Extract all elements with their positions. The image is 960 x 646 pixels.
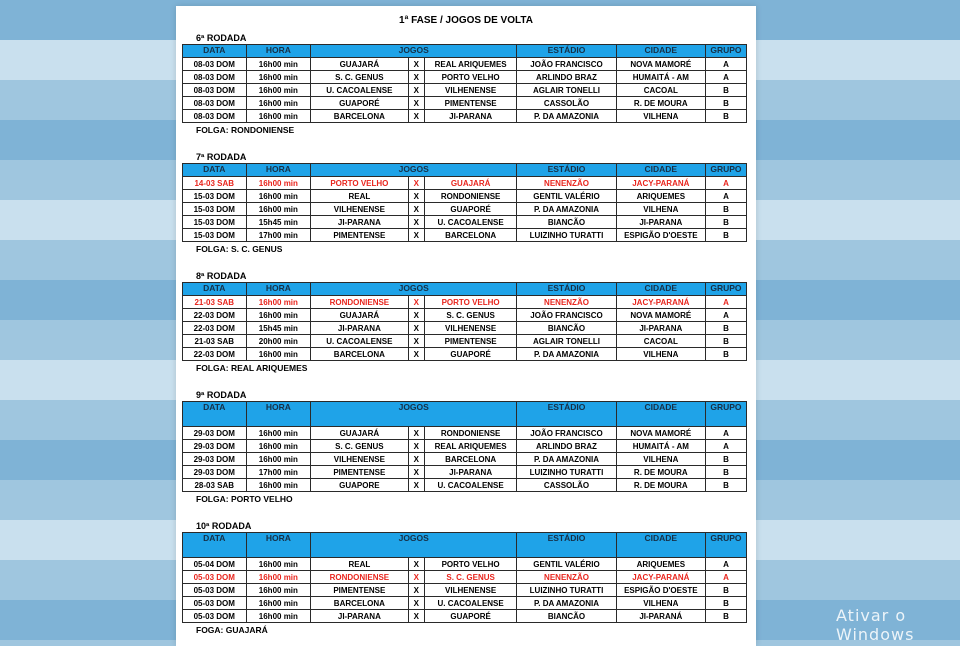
cell-home: S. C. GENUS: [311, 71, 408, 84]
header-group: GRUPO: [705, 164, 746, 177]
table-row: [183, 296, 747, 309]
cell-time: 16h00 min: [246, 584, 311, 597]
cell-away: VILHENENSE: [424, 84, 516, 97]
header-group: GRUPO: [705, 45, 746, 58]
cell-city: HUMAITÁ - AM: [616, 71, 705, 84]
header-group: GRUPO: [705, 283, 746, 296]
cell-date: 05-04 DOM: [183, 558, 247, 571]
cell-home: REAL: [311, 558, 408, 571]
cell-city: VILHENA: [616, 203, 705, 216]
cell-group: B: [705, 110, 746, 123]
cell-x: X: [408, 479, 424, 492]
cell-away: VILHENENSE: [424, 584, 516, 597]
cell-home: BARCELONA: [311, 348, 408, 361]
table-row: [183, 466, 747, 479]
cell-away: REAL ARIQUEMES: [424, 440, 516, 453]
cell-x: X: [408, 97, 424, 110]
cell-city: CACOAL: [616, 335, 705, 348]
cell-away: PORTO VELHO: [424, 296, 516, 309]
cell-away: GUAPORÉ: [424, 348, 516, 361]
cell-away: U. CACOALENSE: [424, 216, 516, 229]
header-group: GRUPO: [705, 533, 746, 558]
cell-home: JI-PARANA: [311, 216, 408, 229]
table-row: [183, 440, 747, 453]
table-row: [183, 597, 747, 610]
cell-stadium: NENENZÃO: [517, 296, 616, 309]
cell-time: 16h00 min: [246, 71, 311, 84]
cell-away: JI-PARANA: [424, 466, 516, 479]
cell-home: GUAPORÉ: [311, 97, 408, 110]
cell-time: 16h00 min: [246, 427, 311, 440]
cell-home: U. CACOALENSE: [311, 335, 408, 348]
round-section: [182, 389, 747, 505]
cell-away: S. C. GENUS: [424, 309, 516, 322]
cell-away: U. CACOALENSE: [424, 479, 516, 492]
cell-x: X: [408, 558, 424, 571]
cell-city: NOVA MAMORÉ: [616, 58, 705, 71]
cell-x: X: [408, 309, 424, 322]
cell-time: 16h00 min: [246, 610, 311, 623]
cell-x: X: [408, 322, 424, 335]
cell-home: BARCELONA: [311, 110, 408, 123]
cell-stadium: ARLINDO BRAZ: [517, 440, 616, 453]
header-time: HORA: [246, 402, 311, 427]
cell-date: 29-03 DOM: [183, 466, 247, 479]
cell-stadium: JOÃO FRANCISCO: [517, 309, 616, 322]
cell-date: 08-03 DOM: [183, 84, 247, 97]
table-row: [183, 71, 747, 84]
header-date: DATA: [183, 402, 247, 427]
round-title: 10ª RODADA: [196, 521, 252, 531]
table-row: [183, 177, 747, 190]
cell-stadium: P. DA AMAZONIA: [517, 597, 616, 610]
cell-group: B: [705, 584, 746, 597]
cell-home: RONDONIENSE: [311, 571, 408, 584]
cell-away: GUAPORÉ: [424, 610, 516, 623]
cell-stadium: GENTIL VALÉRIO: [517, 558, 616, 571]
cell-home: GUAJARÁ: [311, 309, 408, 322]
cell-city: NOVA MAMORÉ: [616, 309, 705, 322]
cell-home: VILHENENSE: [311, 203, 408, 216]
cell-group: A: [705, 177, 746, 190]
cell-city: JI-PARANA: [616, 216, 705, 229]
cell-x: X: [408, 427, 424, 440]
table-row: [183, 571, 747, 584]
cell-time: 16h00 min: [246, 558, 311, 571]
matches-table: [182, 532, 747, 623]
cell-home: RONDONIENSE: [311, 296, 408, 309]
cell-time: 16h00 min: [246, 84, 311, 97]
cell-away: U. CACOALENSE: [424, 597, 516, 610]
cell-away: BARCELONA: [424, 229, 516, 242]
table-row: [183, 322, 747, 335]
header-games: JOGOS: [311, 283, 517, 296]
cell-time: 16h00 min: [246, 597, 311, 610]
cell-time: 16h00 min: [246, 571, 311, 584]
cell-group: B: [705, 203, 746, 216]
cell-group: B: [705, 610, 746, 623]
round-section: [182, 151, 747, 255]
header-games: JOGOS: [311, 533, 517, 558]
cell-home: PIMENTENSE: [311, 584, 408, 597]
cell-city: CACOAL: [616, 84, 705, 97]
cell-date: 15-03 DOM: [183, 203, 247, 216]
cell-date: 29-03 DOM: [183, 427, 247, 440]
cell-x: X: [408, 453, 424, 466]
cell-away: JI-PARANA: [424, 110, 516, 123]
cell-stadium: CASSOLÃO: [517, 97, 616, 110]
cell-home: GUAJARÁ: [311, 58, 408, 71]
cell-time: 20h00 min: [246, 335, 311, 348]
header-city: CIDADE: [616, 164, 705, 177]
cell-time: 16h00 min: [246, 479, 311, 492]
table-row: [183, 203, 747, 216]
cell-group: B: [705, 597, 746, 610]
cell-time: 16h00 min: [246, 440, 311, 453]
cell-home: BARCELONA: [311, 597, 408, 610]
cell-date: 08-03 DOM: [183, 58, 247, 71]
cell-date: 05-03 DOM: [183, 610, 247, 623]
cell-city: HUMAITÁ - AM: [616, 440, 705, 453]
cell-time: 17h00 min: [246, 466, 311, 479]
matches-table: [182, 401, 747, 492]
cell-date: 15-03 DOM: [183, 190, 247, 203]
cell-away: REAL ARIQUEMES: [424, 58, 516, 71]
table-row: [183, 309, 747, 322]
cell-city: VILHENA: [616, 453, 705, 466]
cell-away: PIMENTENSE: [424, 335, 516, 348]
cell-city: ESPIGÃO D'OESTE: [616, 584, 705, 597]
cell-stadium: P. DA AMAZONIA: [517, 110, 616, 123]
cell-stadium: LUIZINHO TURATTI: [517, 584, 616, 597]
cell-away: GUAPORÉ: [424, 203, 516, 216]
cell-stadium: NENENZÃO: [517, 571, 616, 584]
cell-city: R. DE MOURA: [616, 97, 705, 110]
table-row: [183, 216, 747, 229]
header-games: JOGOS: [311, 402, 517, 427]
cell-city: JACY-PARANÁ: [616, 177, 705, 190]
table-row: [183, 479, 747, 492]
cell-city: NOVA MAMORÉ: [616, 427, 705, 440]
table-row: [183, 558, 747, 571]
round-section: [182, 32, 747, 136]
table-row: [183, 427, 747, 440]
cell-x: X: [408, 177, 424, 190]
cell-stadium: AGLAIR TONELLI: [517, 84, 616, 97]
cell-date: 05-03 DOM: [183, 584, 247, 597]
cell-group: B: [705, 216, 746, 229]
cell-time: 17h00 min: [246, 229, 311, 242]
cell-date: 21-03 SAB: [183, 296, 247, 309]
cell-date: 22-03 DOM: [183, 348, 247, 361]
cell-away: VILHENENSE: [424, 322, 516, 335]
header-stadium: ESTÁDIO: [517, 164, 616, 177]
cell-group: A: [705, 558, 746, 571]
cell-date: 14-03 SAB: [183, 177, 247, 190]
cell-date: 05-03 DOM: [183, 571, 247, 584]
cell-group: B: [705, 322, 746, 335]
cell-date: 15-03 DOM: [183, 229, 247, 242]
cell-stadium: LUIZINHO TURATTI: [517, 229, 616, 242]
table-row: [183, 610, 747, 623]
cell-x: X: [408, 597, 424, 610]
cell-city: VILHENA: [616, 110, 705, 123]
round-section: [182, 520, 747, 636]
header-date: DATA: [183, 533, 247, 558]
cell-group: A: [705, 427, 746, 440]
document-page: [176, 6, 756, 646]
header-city: CIDADE: [616, 533, 705, 558]
header-stadium: ESTÁDIO: [517, 45, 616, 58]
round-section: [182, 270, 747, 374]
bye-team: FOGA: GUAJARÁ: [196, 625, 268, 635]
table-row: [183, 190, 747, 203]
cell-stadium: JOÃO FRANCISCO: [517, 427, 616, 440]
cell-city: ARIQUEMES: [616, 190, 705, 203]
cell-time: 15h45 min: [246, 216, 311, 229]
cell-home: U. CACOALENSE: [311, 84, 408, 97]
cell-stadium: LUIZINHO TURATTI: [517, 466, 616, 479]
header-games: JOGOS: [311, 45, 517, 58]
cell-x: X: [408, 584, 424, 597]
cell-stadium: BIANCÃO: [517, 322, 616, 335]
cell-group: B: [705, 229, 746, 242]
bye-team: FOLGA: PORTO VELHO: [196, 494, 293, 504]
table-row: [183, 335, 747, 348]
header-date: DATA: [183, 283, 247, 296]
cell-home: JI-PARANA: [311, 322, 408, 335]
cell-city: VILHENA: [616, 348, 705, 361]
cell-x: X: [408, 71, 424, 84]
cell-stadium: GENTIL VALÉRIO: [517, 190, 616, 203]
cell-group: A: [705, 309, 746, 322]
cell-x: X: [408, 348, 424, 361]
cell-x: X: [408, 571, 424, 584]
cell-city: JACY-PARANÁ: [616, 571, 705, 584]
cell-time: 16h00 min: [246, 296, 311, 309]
cell-away: RONDONIENSE: [424, 190, 516, 203]
cell-stadium: BIANCÃO: [517, 610, 616, 623]
header-stadium: ESTÁDIO: [517, 533, 616, 558]
cell-city: ESPIGÃO D'OESTE: [616, 229, 705, 242]
cell-x: X: [408, 216, 424, 229]
cell-city: R. DE MOURA: [616, 479, 705, 492]
matches-table: [182, 163, 747, 242]
cell-home: PORTO VELHO: [311, 177, 408, 190]
cell-date: 08-03 DOM: [183, 97, 247, 110]
cell-away: GUAJARÁ: [424, 177, 516, 190]
cell-city: JI-PARANÁ: [616, 610, 705, 623]
cell-group: A: [705, 296, 746, 309]
cell-group: A: [705, 71, 746, 84]
matches-table: [182, 282, 747, 361]
cell-stadium: ARLINDO BRAZ: [517, 71, 616, 84]
header-time: HORA: [246, 283, 311, 296]
cell-stadium: P. DA AMAZONIA: [517, 348, 616, 361]
cell-home: VILHENENSE: [311, 453, 408, 466]
header-date: DATA: [183, 45, 247, 58]
header-group: GRUPO: [705, 402, 746, 427]
cell-x: X: [408, 58, 424, 71]
cell-group: B: [705, 479, 746, 492]
table-row: [183, 58, 747, 71]
cell-away: PORTO VELHO: [424, 71, 516, 84]
cell-time: 16h00 min: [246, 453, 311, 466]
header-stadium: ESTÁDIO: [517, 402, 616, 427]
round-title: 9ª RODADA: [196, 390, 247, 400]
cell-time: 16h00 min: [246, 309, 311, 322]
cell-x: X: [408, 84, 424, 97]
cell-date: 29-03 DOM: [183, 453, 247, 466]
cell-group: B: [705, 84, 746, 97]
cell-away: PIMENTENSE: [424, 97, 516, 110]
header-time: HORA: [246, 164, 311, 177]
cell-time: 16h00 min: [246, 348, 311, 361]
round-title: 8ª RODADA: [196, 271, 247, 281]
header-stadium: ESTÁDIO: [517, 283, 616, 296]
table-row: [183, 453, 747, 466]
cell-stadium: CASSOLÃO: [517, 479, 616, 492]
windows-activation-watermark: Ativar o Windows: [836, 606, 915, 644]
bye-team: FOLGA: RONDONIENSE: [196, 125, 295, 135]
header-games: JOGOS: [311, 164, 517, 177]
cell-time: 15h45 min: [246, 322, 311, 335]
cell-date: 05-03 DOM: [183, 597, 247, 610]
cell-x: X: [408, 229, 424, 242]
cell-group: B: [705, 453, 746, 466]
cell-date: 08-03 DOM: [183, 110, 247, 123]
cell-date: 29-03 DOM: [183, 440, 247, 453]
table-row: [183, 84, 747, 97]
cell-date: 22-03 DOM: [183, 309, 247, 322]
cell-date: 21-03 SAB: [183, 335, 247, 348]
cell-home: REAL: [311, 190, 408, 203]
bye-team: FOLGA: S. C. GENUS: [196, 244, 283, 254]
cell-time: 16h00 min: [246, 97, 311, 110]
cell-home: GUAPORE: [311, 479, 408, 492]
header-city: CIDADE: [616, 283, 705, 296]
cell-city: JACY-PARANÁ: [616, 296, 705, 309]
cell-stadium: AGLAIR TONELLI: [517, 335, 616, 348]
cell-city: R. DE MOURA: [616, 466, 705, 479]
cell-x: X: [408, 296, 424, 309]
cell-group: B: [705, 348, 746, 361]
bye-team: FOLGA: REAL ARIQUEMES: [196, 363, 308, 373]
cell-group: A: [705, 571, 746, 584]
cell-away: RONDONIENSE: [424, 427, 516, 440]
cell-group: B: [705, 466, 746, 479]
cell-time: 16h00 min: [246, 110, 311, 123]
cell-away: BARCELONA: [424, 453, 516, 466]
cell-date: 22-03 DOM: [183, 322, 247, 335]
cell-stadium: P. DA AMAZONIA: [517, 203, 616, 216]
cell-x: X: [408, 610, 424, 623]
header-time: HORA: [246, 45, 311, 58]
cell-time: 16h00 min: [246, 58, 311, 71]
table-row: [183, 110, 747, 123]
cell-x: X: [408, 203, 424, 216]
round-title: 7ª RODADA: [196, 152, 247, 162]
cell-time: 16h00 min: [246, 177, 311, 190]
cell-x: X: [408, 110, 424, 123]
cell-group: A: [705, 190, 746, 203]
cell-stadium: NENENZÃO: [517, 177, 616, 190]
cell-date: 28-03 SAB: [183, 479, 247, 492]
cell-time: 16h00 min: [246, 203, 311, 216]
matches-table: [182, 44, 747, 123]
cell-group: A: [705, 440, 746, 453]
cell-home: S. C. GENUS: [311, 440, 408, 453]
cell-away: PORTO VELHO: [424, 558, 516, 571]
cell-time: 16h00 min: [246, 190, 311, 203]
cell-home: JI-PARANA: [311, 610, 408, 623]
cell-city: ARIQUEMES: [616, 558, 705, 571]
cell-home: GUAJARÁ: [311, 427, 408, 440]
cell-away: S. C. GENUS: [424, 571, 516, 584]
cell-city: JI-PARANA: [616, 322, 705, 335]
cell-group: B: [705, 97, 746, 110]
cell-city: VILHENA: [616, 597, 705, 610]
cell-stadium: JOÃO FRANCISCO: [517, 58, 616, 71]
header-time: HORA: [246, 533, 311, 558]
header-city: CIDADE: [616, 45, 705, 58]
table-row: [183, 584, 747, 597]
cell-home: PIMENTENSE: [311, 466, 408, 479]
cell-x: X: [408, 466, 424, 479]
round-title: 6ª RODADA: [196, 33, 247, 43]
table-row: [183, 229, 747, 242]
cell-x: X: [408, 190, 424, 203]
table-row: [183, 97, 747, 110]
page-title: 1ª FASE / JOGOS DE VOLTA: [399, 15, 533, 26]
cell-date: 08-03 DOM: [183, 71, 247, 84]
header-date: DATA: [183, 164, 247, 177]
header-city: CIDADE: [616, 402, 705, 427]
cell-group: B: [705, 335, 746, 348]
cell-home: PIMENTENSE: [311, 229, 408, 242]
cell-x: X: [408, 335, 424, 348]
cell-stadium: BIANCÃO: [517, 216, 616, 229]
cell-date: 15-03 DOM: [183, 216, 247, 229]
cell-stadium: P. DA AMAZONIA: [517, 453, 616, 466]
table-row: [183, 348, 747, 361]
cell-group: A: [705, 58, 746, 71]
cell-x: X: [408, 440, 424, 453]
